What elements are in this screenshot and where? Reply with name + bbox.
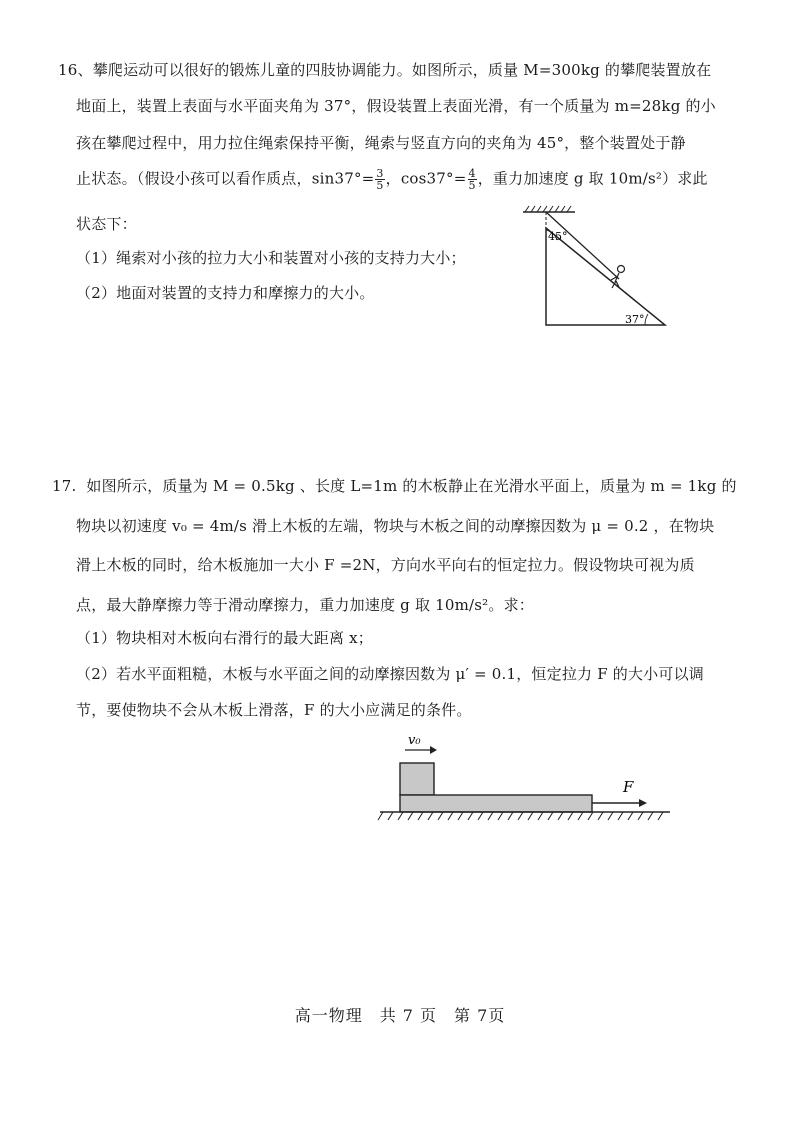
force-label: F [623,778,634,796]
q17-line1 [52,476,737,496]
q16-text-1: 攀爬运动可以很好的锻炼儿童的四肢协调能力。如图所示，质量 M=300kg 的攀爬装置放在 [92,61,712,79]
v0-label: v₀ [408,733,421,748]
angle-45-label: 45° [548,230,568,243]
q16-sub2: （2）地面对装置的支持力和摩擦力的大小。 [76,284,375,302]
q16-line1 [58,60,711,80]
q16-line4-a: 止状态。（假设小孩可以看作质点，sin37°= [76,169,375,188]
q17-figure [375,728,675,828]
q17-line3: 滑上木板的同时，给木板施加一大小 F =2N，方向水平向右的恒定拉力。假设物块可视为质 [76,556,695,574]
q17-number: 17. [52,477,77,495]
child-figure [618,266,625,273]
q17-text-1: 如图所示，质量为 M = 0.5kg 、长度 L=1m 的木板静止在光滑水平面上，质量为 m = 1kg 的 [86,477,737,495]
page-footer: 高一物理 共 7 页 第 7页 [294,1006,506,1025]
q17-line2: 物块以初速度 v₀ = 4m/s 滑上木板的左端，物块与木板之间的动摩擦因数为 μ = 0.2 ，在物块 [76,517,715,535]
cos-fraction: $\frac{4}{5}$ [468,167,476,192]
q16-number: 16、 [58,61,93,79]
sin-fraction: $\frac{3}{5}$ [376,167,384,192]
board [400,795,592,812]
q16-line2: 地面上，装置上表面与水平面夹角为 37°，假设装置上表面光滑，有一个质量为 m=28kg 的小 [76,97,716,115]
q16-figure [515,200,680,330]
q17-sub2-b: 节，要使物块不会从木板上滑落，F 的大小应满足的条件。 [76,701,472,719]
block [400,763,434,795]
q16-line4-c: ，重力加速度 g 取 10m/s²）求此 [477,169,708,188]
q16-line5: 状态下： [76,215,137,233]
q16-line3: 孩在攀爬过程中，用力拉住绳索保持平衡，绳索与竖直方向的夹角为 45°，整个装置处于静 [76,134,686,152]
q17-sub2-a: （2）若水平面粗糙，木板与水平面之间的动摩擦因数为 μ′ = 0.1，恒定拉力 F 的大小可以调 [76,665,704,683]
q16-line4-b: ，cos37°= [385,169,467,188]
q17-sub1: （1）物块相对木板向右滑行的最大距离 x； [76,629,373,647]
q16-sub1: （1）绳索对小孩的拉力大小和装置对小孩的支持力大小； [76,249,466,267]
q17-line4: 点，最大静摩擦力等于滑动摩擦力，重力加速度 g 取 10m/s²。求： [76,596,534,614]
q16-line4 [76,168,708,191]
angle-37-label: 37° [625,313,645,326]
